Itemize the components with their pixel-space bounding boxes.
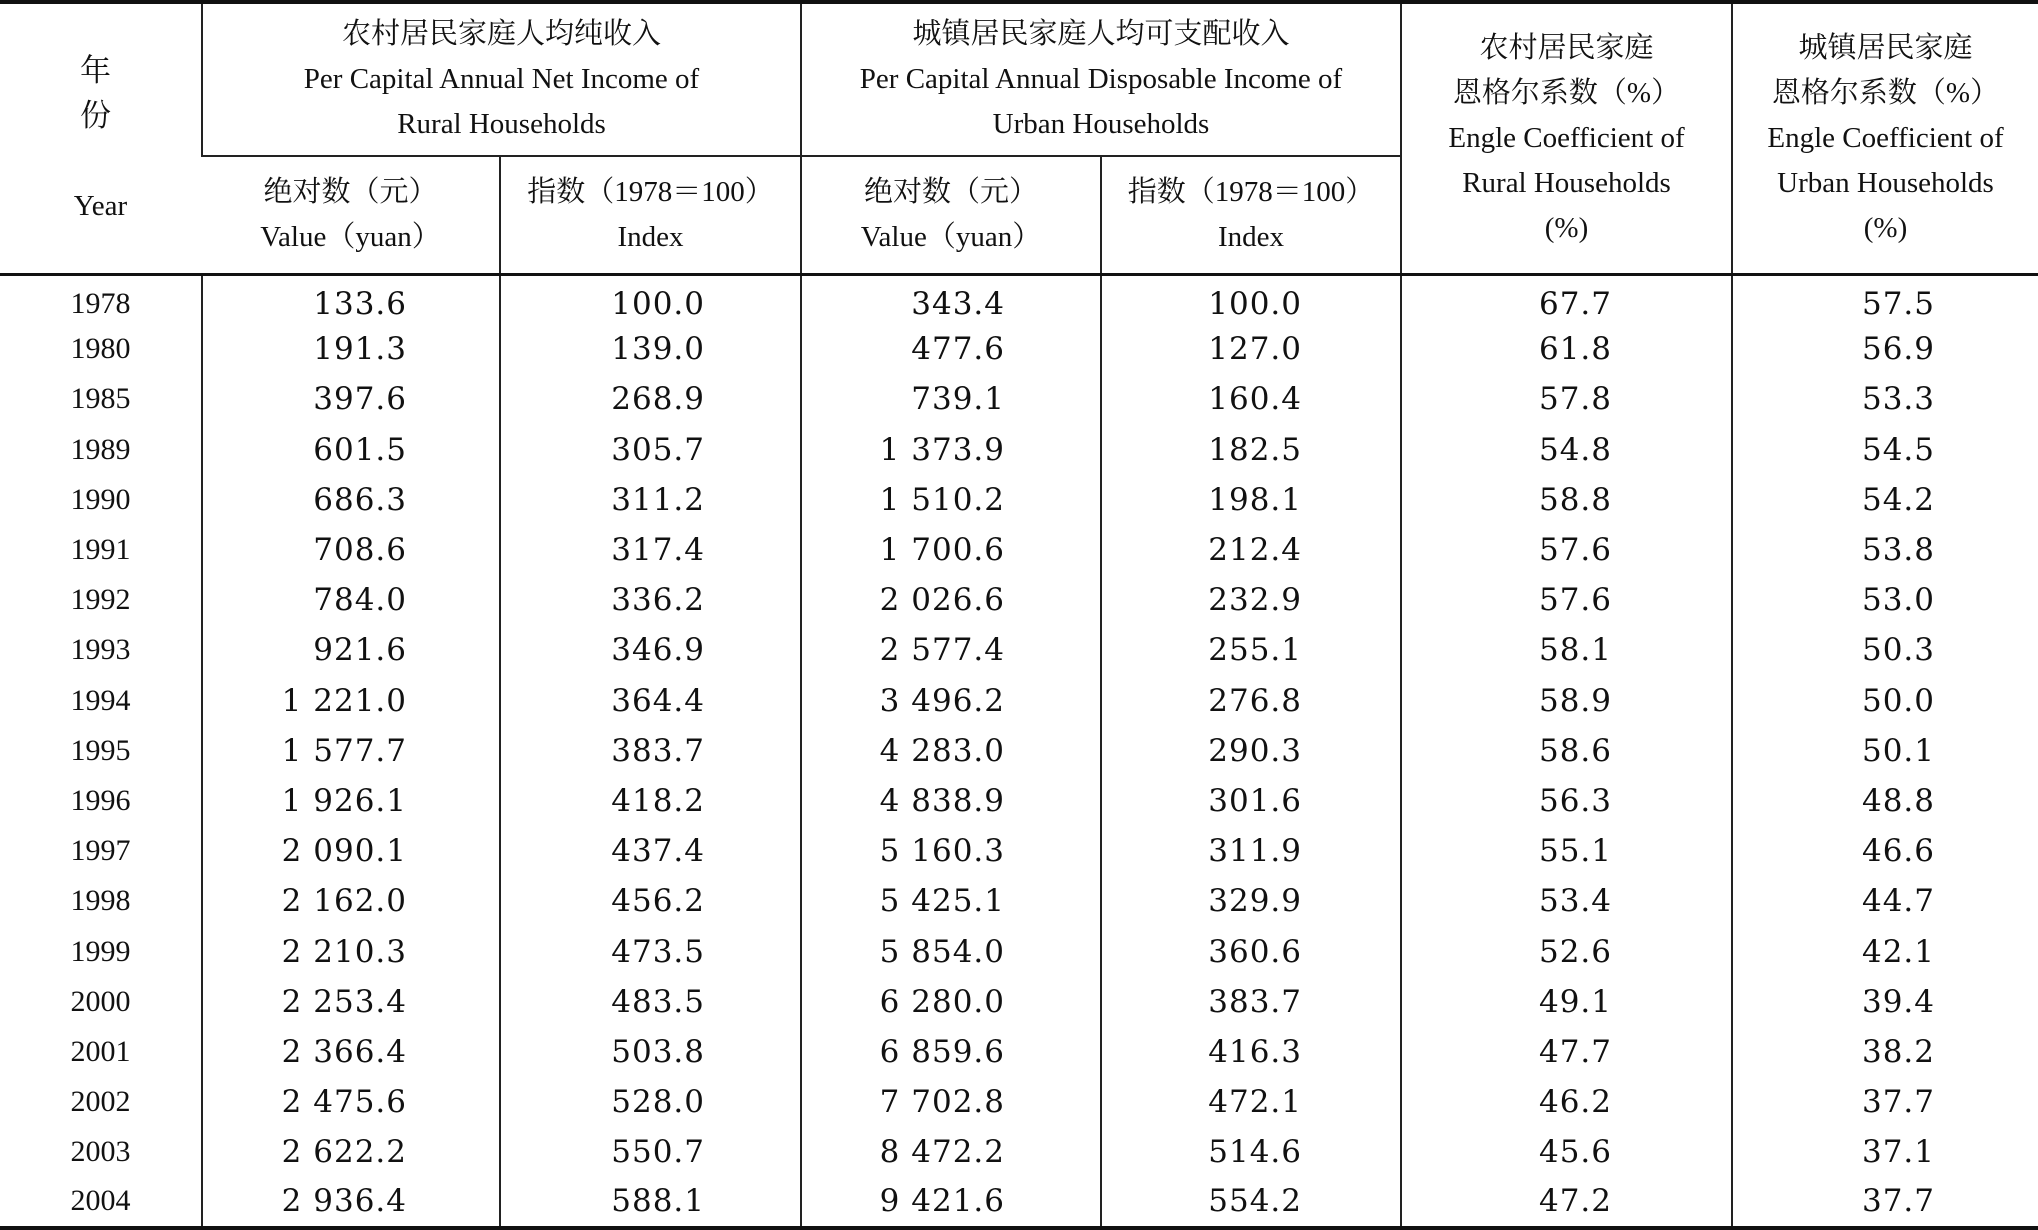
cell-urban-value: 477.6 [801,324,1101,374]
cell-rural-index: 305.7 [500,425,801,475]
cell-urban-engel: 37.7 [1732,1177,2038,1227]
cell-urban-index: 472.1 [1101,1077,1401,1127]
table-row [0,324,2038,374]
cell-year: 1994 [70,683,131,717]
cell-urban-engel: 46.6 [1732,826,2038,876]
cell-rural-index: 336.2 [500,575,801,625]
cell-urban-value: 2 577.4 [801,625,1101,675]
cell-rural-engel: 56.3 [1401,776,1732,826]
header-rural-index-cn: 指数（1978＝100） [527,175,774,208]
cell-rural-engel: 57.8 [1401,374,1732,424]
cell-urban-engel: 53.3 [1732,374,2038,424]
cell-urban-engel: 54.5 [1732,425,2038,475]
header-urban-index [1101,156,1401,274]
header-rural-income-en1: Per Capital Annual Net Income of [303,63,700,95]
cell-rural-engel: 55.1 [1401,826,1732,876]
cell-rural-engel: 61.8 [1401,324,1732,374]
cell-rural-index: 139.0 [500,324,801,374]
header-urban-engel-cn1: 城镇居民家庭 [1798,31,1973,64]
cell-urban-index: 160.4 [1101,374,1401,424]
cell-urban-engel: 53.8 [1732,525,2038,575]
cell-year: 1998 [70,884,131,918]
cell-rural-value: 2 936.4 [202,1177,500,1227]
cell-year: 2001 [70,1034,131,1068]
header-year [0,2,202,274]
header-year-cn: 年 份 [80,52,161,133]
header-rural-engel-cn2: 恩格尔系数（%） [1452,76,1681,109]
cell-year: 1989 [70,432,131,466]
table-row [0,1027,2038,1077]
header-rural-engel-en2: Rural Households [1462,166,1671,199]
cell-year: 1980 [70,332,131,366]
header-rural-value-en: Value（yuan） [260,220,441,253]
table-row [0,625,2038,675]
cell-year: 2000 [70,984,131,1018]
cell-rural-engel: 54.8 [1401,425,1732,475]
cell-rural-index: 528.0 [500,1077,801,1127]
cell-rural-index: 383.7 [500,726,801,776]
cell-urban-value: 739.1 [801,374,1101,424]
cell-year: 1993 [70,633,131,667]
cell-urban-index: 198.1 [1101,475,1401,525]
cell-urban-index: 383.7 [1101,977,1401,1027]
cell-urban-index: 255.1 [1101,625,1401,675]
cell-rural-value: 2 475.6 [202,1077,500,1127]
cell-urban-index: 554.2 [1101,1177,1401,1227]
cell-urban-engel: 50.1 [1732,726,2038,776]
cell-urban-value: 6 280.0 [801,977,1101,1027]
table-row [0,1127,2038,1177]
cell-rural-engel: 46.2 [1401,1077,1732,1127]
cell-urban-engel: 57.5 [1732,274,2038,324]
table-row [0,274,2038,324]
cell-rural-engel: 58.8 [1401,475,1732,525]
header-urban-value-en: Value（yuan） [860,220,1042,253]
cell-rural-index: 437.4 [500,826,801,876]
header-urban-value-cn: 绝对数（元） [863,175,1038,208]
cell-year: 1999 [70,934,131,968]
cell-year: 1996 [70,783,131,817]
cell-year: 1985 [70,382,131,416]
header-urban-value [801,156,1101,274]
cell-urban-engel: 39.4 [1732,977,2038,1027]
cell-rural-index: 418.2 [500,776,801,826]
table-row [0,1177,2038,1227]
cell-urban-engel: 42.1 [1732,926,2038,976]
cell-year: 1991 [70,533,131,567]
header-rural-index-en: Index [617,220,684,253]
cell-rural-engel: 58.9 [1401,676,1732,726]
cell-year: 2002 [70,1085,131,1119]
cell-rural-value: 1 926.1 [202,776,500,826]
cell-urban-engel: 56.9 [1732,324,2038,374]
table-row [0,726,2038,776]
header-urban-index-en: Index [1217,220,1285,253]
header-rural-engel-en3: (%) [1544,211,1589,244]
header-urban-income-en2: Urban Households [992,108,1210,140]
cell-urban-value: 5 160.3 [801,826,1101,876]
cell-rural-index: 268.9 [500,374,801,424]
cell-urban-value: 3 496.2 [801,676,1101,726]
cell-urban-index: 360.6 [1101,926,1401,976]
cell-year: 2004 [70,1184,131,1218]
cell-rural-value: 2 162.0 [202,876,500,926]
header-urban-engel-cn2: 恩格尔系数（%） [1771,76,2000,109]
header-urban-engel-en3: (%) [1863,211,1908,244]
cell-rural-engel: 57.6 [1401,575,1732,625]
table-row [0,926,2038,976]
cell-rural-value: 2 090.1 [202,826,500,876]
header-rural-engel-en1: Engle Coefficient of [1448,121,1685,154]
cell-year: 1995 [70,733,131,767]
cell-urban-engel: 48.8 [1732,776,2038,826]
cell-urban-index: 301.6 [1101,776,1401,826]
cell-rural-value: 1 221.0 [202,676,500,726]
cell-rural-engel: 53.4 [1401,876,1732,926]
cell-urban-index: 329.9 [1101,876,1401,926]
cell-rural-value: 784.0 [202,575,500,625]
cell-urban-index: 276.8 [1101,676,1401,726]
cell-rural-value: 708.6 [202,525,500,575]
header-rural-index [500,156,801,274]
cell-year: 1997 [70,834,131,868]
cell-rural-value: 191.3 [202,324,500,374]
cell-year: 2003 [70,1135,131,1169]
cell-urban-engel: 50.3 [1732,625,2038,675]
cell-urban-value: 1 510.2 [801,475,1101,525]
cell-rural-engel: 47.7 [1401,1027,1732,1077]
cell-urban-engel: 44.7 [1732,876,2038,926]
cell-urban-value: 5 854.0 [801,926,1101,976]
table-row [0,475,2038,525]
cell-urban-engel: 37.1 [1732,1127,2038,1177]
cell-rural-index: 364.4 [500,676,801,726]
cell-urban-value: 1 700.6 [801,525,1101,575]
cell-urban-index: 182.5 [1101,425,1401,475]
header-rural-engel-cn1: 农村居民家庭 [1479,31,1654,64]
cell-year: 1978 [70,286,131,320]
cell-rural-engel: 52.6 [1401,926,1732,976]
table-row [0,676,2038,726]
cell-rural-index: 503.8 [500,1027,801,1077]
cell-urban-value: 6 859.6 [801,1027,1101,1077]
cell-rural-value: 133.6 [202,274,500,324]
cell-rural-engel: 58.1 [1401,625,1732,675]
header-urban-income [801,2,1401,156]
table-row [0,1077,2038,1127]
cell-rural-engel: 67.7 [1401,274,1732,324]
header-rural-value-cn: 绝对数（元） [263,175,438,208]
table-row [0,876,2038,926]
cell-rural-value: 601.5 [202,425,500,475]
cell-urban-index: 212.4 [1101,525,1401,575]
header-rural-engel [1401,2,1732,274]
header-urban-engel-en2: Urban Households [1777,166,1994,199]
cell-urban-engel: 37.7 [1732,1077,2038,1127]
header-rural-value [202,156,500,274]
cell-rural-value: 686.3 [202,475,500,525]
cell-urban-value: 5 425.1 [801,876,1101,926]
cell-rural-engel: 49.1 [1401,977,1732,1027]
header-rural-income-en2: Rural Households [397,108,606,140]
cell-rural-value: 2 622.2 [202,1127,500,1177]
header-rural-income-cn: 农村居民家庭人均纯收入 [341,18,661,50]
header-urban-income-en1: Per Capital Annual Disposable Income of [859,63,1343,95]
cell-urban-value: 343.4 [801,274,1101,324]
cell-rural-engel: 47.2 [1401,1177,1732,1227]
cell-rural-value: 1 577.7 [202,726,500,776]
header-urban-engel-en1: Engle Coefficient of [1767,121,2004,154]
cell-urban-value: 7 702.8 [801,1077,1101,1127]
cell-rural-index: 456.2 [500,876,801,926]
cell-urban-engel: 53.0 [1732,575,2038,625]
cell-rural-value: 2 210.3 [202,926,500,976]
cell-rural-index: 311.2 [500,475,801,525]
cell-urban-index: 290.3 [1101,726,1401,776]
cell-urban-index: 100.0 [1101,274,1401,324]
cell-rural-index: 346.9 [500,625,801,675]
cell-urban-index: 514.6 [1101,1127,1401,1177]
cell-rural-index: 317.4 [500,525,801,575]
table-row [0,425,2038,475]
cell-rural-index: 550.7 [500,1127,801,1177]
table-body [0,274,2038,1228]
cell-urban-index: 311.9 [1101,826,1401,876]
cell-urban-value: 1 373.9 [801,425,1101,475]
cell-urban-value: 4 283.0 [801,726,1101,776]
cell-year: 1992 [70,583,131,617]
table-row [0,575,2038,625]
cell-urban-value: 2 026.6 [801,575,1101,625]
cell-urban-value: 9 421.6 [801,1177,1101,1227]
cell-rural-index: 100.0 [500,274,801,324]
cell-rural-value: 2 253.4 [202,977,500,1027]
cell-urban-value: 8 472.2 [801,1127,1101,1177]
cell-urban-engel: 50.0 [1732,676,2038,726]
cell-urban-engel: 54.2 [1732,475,2038,525]
cell-urban-index: 127.0 [1101,324,1401,374]
table-row [0,525,2038,575]
cell-rural-engel: 57.6 [1401,525,1732,575]
header-urban-engel [1732,2,2038,274]
cell-rural-value: 397.6 [202,374,500,424]
table-row [0,826,2038,876]
table-row [0,374,2038,424]
header-year-en: Year [73,189,128,222]
table-row [0,776,2038,826]
cell-rural-engel: 45.6 [1401,1127,1732,1177]
header-row-top [0,2,2038,156]
header-urban-index-cn: 指数（1978＝100） [1127,175,1375,208]
cell-year: 1990 [70,482,131,516]
cell-urban-engel: 38.2 [1732,1027,2038,1077]
header-rural-income [202,2,801,156]
cell-urban-index: 416.3 [1101,1027,1401,1077]
header-urban-income-cn: 城镇居民家庭人均可支配收入 [912,18,1290,50]
cell-urban-index: 232.9 [1101,575,1401,625]
cell-rural-value: 2 366.4 [202,1027,500,1077]
table-row [0,977,2038,1027]
cell-rural-index: 473.5 [500,926,801,976]
table-header [0,2,2038,274]
cell-rural-index: 483.5 [500,977,801,1027]
cell-rural-index: 588.1 [500,1177,801,1227]
cell-rural-engel: 58.6 [1401,726,1732,776]
cell-urban-value: 4 838.9 [801,776,1101,826]
cell-rural-value: 921.6 [202,625,500,675]
